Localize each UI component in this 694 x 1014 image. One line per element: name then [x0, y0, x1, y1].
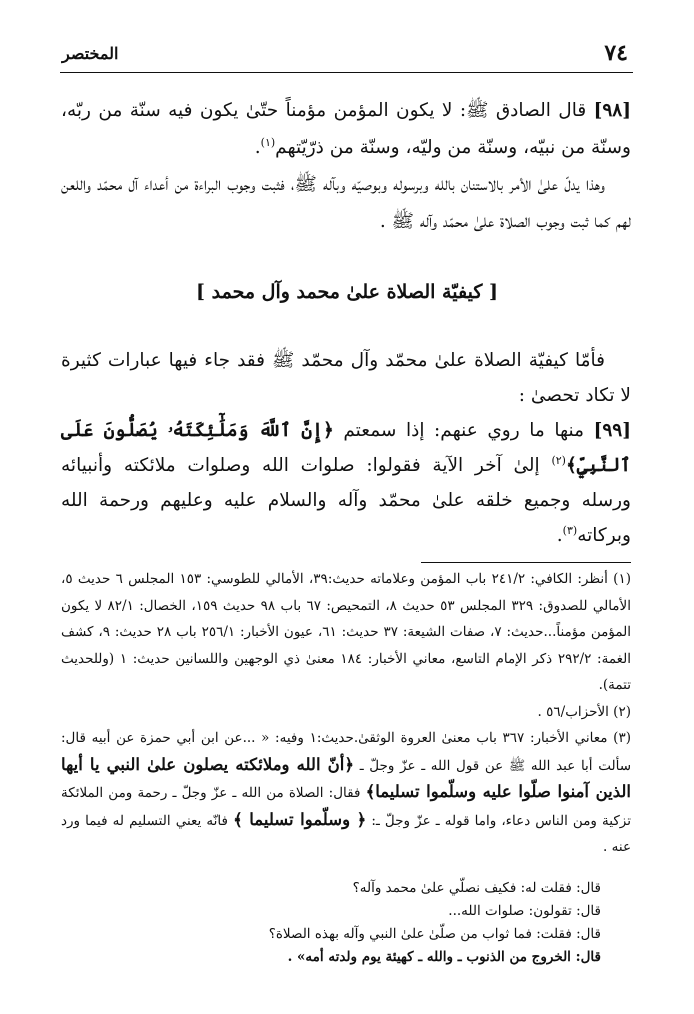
- sentence-end: .: [254, 137, 261, 158]
- section-heading: [ كيفيّة الصلاة علىٰ محمد وآل محمد ]: [196, 281, 498, 303]
- dialog-line: قال: تقولون: صلوات الله...: [448, 903, 601, 919]
- hadith-number: [٩٩]: [593, 420, 631, 441]
- dialog-line: قال: فقلت له: فكيف نصلّي علىٰ محمد وآله؟: [352, 880, 601, 896]
- footnote-3-mid: فقال: الصلاة من الله ـ عزّ وجلّ ـ رحمة ومن الملائكة تزكية ومن الناس دعاء، واما قوله ـ عزّ وجلّ ـ:: [61, 785, 631, 829]
- footnote-divider: [421, 562, 631, 563]
- dialog-line: قال: فقلت: فما ثواب من صلّىٰ علىٰ النبي وآله بهذه الصلاة؟: [268, 926, 601, 942]
- footnote-2: (٢) الأحزاب/٥٦ .: [537, 703, 631, 720]
- footnote-ref[interactable]: (٣): [562, 523, 578, 537]
- sentence-end: .: [556, 525, 563, 546]
- footnote-3-quran-2: ﴿ وسلّموا تسليما ﴾: [233, 809, 367, 829]
- footnote-3-quran: ﴿أنّ الله وملائكته يصلون علىٰ النبي يا أيها الذين آمنوا صلّوا عليه وسلّموا تسليما﴾: [61, 754, 632, 801]
- footnote-ref[interactable]: (١): [260, 135, 276, 149]
- page-number: ٧٤: [604, 40, 628, 66]
- hadith-99: [61, 413, 631, 553]
- hadith-rest: إلىٰ آخر الآية فقولوا: صلوات الله وصلوات ملائكته وأنبيائه ورسله وجميع خلقه علىٰ محمّد وآله والسلام عليه وعليهم ورحمة الله وبركاته: [61, 455, 631, 546]
- hadith-text: قال الصادق ﷺ: لا يكون المؤمن مؤمناً حتّىٰ يكون فيه سنّة من ربّه، وسنّة من نبيّه، وسنّة من وليّه، وسنّة من ذرّيّتهم: [61, 100, 631, 158]
- hadith-98: [61, 92, 631, 166]
- hadith-number: [٩٨]: [593, 100, 631, 121]
- main-text-top: [61, 92, 631, 240]
- footnotes: [61, 566, 631, 861]
- footnote-3-end: فانّه يعني التسليم له فيما ورد عنه .: [61, 812, 631, 855]
- header-divider: [60, 72, 633, 73]
- running-title: المختصر: [62, 44, 119, 63]
- footnote-dialog: [61, 877, 601, 969]
- dialog-line: قال: الخروج من الذنوب ـ والله ـ كهيئة يوم ولدته أمه» .: [287, 949, 601, 965]
- footnote-1: (١) أنظر: الكافي: ٢٤١/٢ باب المؤمن وعلاماته حديث:٣٩، الأمالي للطوسي: ١٥٣ المجلس ٦ حديث ٥، الأمالي للصدوق: ٣٢٩ المجلس ٥٣ حديث ٨، التمحيص: ٦٧ باب ٩٨ حديث ١٥٩، الخصال: ٨٢/١ لا يكون المؤمن مؤمناً...حديث: ٧، صفات الشيعة: ٣٧ حديث: ٦١، عيون الأخبار: ٢٥٦/١ باب ٢٨ حديث: ٩، كشف الغمة: ٢٩٢/٢ ذكر الإمام التاسع، معاني الأخبار: ١٨٤ معنىٰ ذي الوجهين واللسانين حديث: ١ (وللحديث تتمة).: [61, 571, 632, 693]
- footnote-ref[interactable]: (٢): [551, 453, 566, 467]
- paragraph-baraa: وهذا يدلّ علىٰ الأمر بالاستنان بالله وبرسوله وبوصيّه وبآله ﷺ، فثبت وجوب البراءة من أعداء آل محمّد واللعن لهم كما ثبت وجوب الصلاة علىٰ محمّد وآله ﷺ .: [61, 174, 631, 232]
- main-text-bottom: [61, 343, 631, 553]
- footnote-3-lead: (٣) معاني الأخبار: ٣٦٧ باب معنىٰ العروة الوثقىٰ.حديث:١ وفيه: « ...عن ابن أبي حمزة عن أبيه قال: سألت أبا عبد الله ﷺ عن قول الله ـ عزّ وجلّ ـ: [61, 730, 632, 774]
- footnote-3: [61, 725, 631, 861]
- paragraph-kayfiyya: فأمّا كيفيّة الصلاة علىٰ محمّد وآل محمّد ﷺ فقد جاء فيها عبارات كثيرة لا تكاد تحصىٰ :: [61, 350, 631, 406]
- hadith-lead: منها ما روي عنهم: إذا سمعتم: [343, 420, 585, 441]
- quran-verse: ﴿إِنَّ ٱللَّهَ وَمَلَٰٓئِكَتَهُۥ يُصَلُّونَ عَلَى ٱلنَّبِيِّ﴾: [61, 420, 631, 476]
